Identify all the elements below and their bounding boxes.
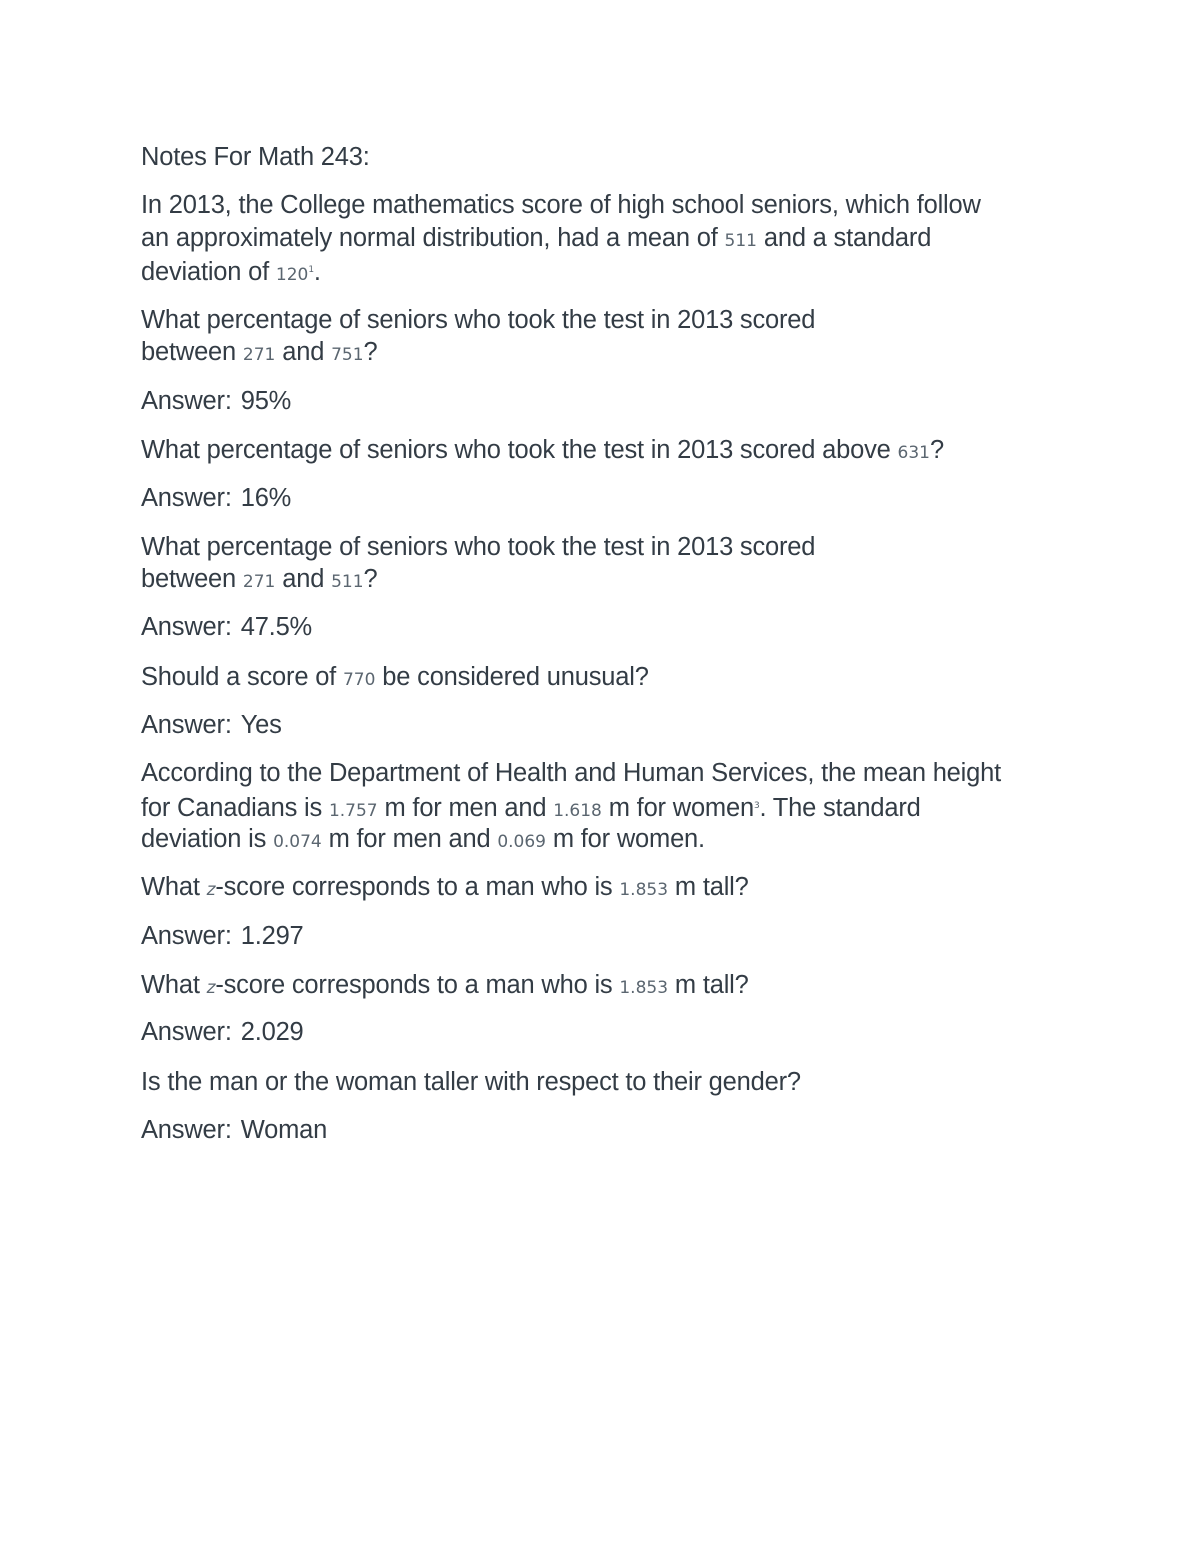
women-sd-value: 0.069 <box>497 832 546 852</box>
height-line-3 <box>141 823 705 858</box>
question-text: What percentage of seniors who took the test in 2013 scored <box>141 533 816 561</box>
question-text: m tall? <box>668 873 749 901</box>
footnote-marker: 3 <box>753 801 760 811</box>
mean-value: 511 <box>724 231 757 251</box>
question-text: m tall? <box>668 971 749 999</box>
answer-value: 1.297 <box>240 922 304 950</box>
question-2 <box>141 434 944 469</box>
answer-4 <box>141 709 282 741</box>
threshold-value: 631 <box>897 443 930 463</box>
question-text: What <box>141 873 207 901</box>
question-5 <box>141 871 749 906</box>
intro-line-1 <box>141 189 981 221</box>
height-line-2 <box>141 790 921 827</box>
answer-label: Answer: <box>141 484 232 512</box>
answer-value: 47.5% <box>240 613 313 641</box>
height-line-1 <box>141 757 1001 789</box>
question-text: Should a score of <box>141 663 343 691</box>
answer-value: 16% <box>240 484 292 512</box>
z-variable: z <box>206 880 216 900</box>
footnote-marker: 1 <box>308 265 314 275</box>
question-text: ? <box>363 565 378 593</box>
question-text: What percentage of seniors who took the test in 2013 scored above <box>141 436 898 464</box>
intro-line-2 <box>141 222 931 257</box>
intro-line-3 <box>141 254 321 291</box>
height-value: 1.853 <box>619 880 669 900</box>
question-7 <box>141 1066 801 1098</box>
answer-value: 2.029 <box>240 1018 304 1046</box>
question-1-line-1 <box>141 304 815 336</box>
z-variable: z <box>206 978 216 998</box>
answer-3 <box>141 611 312 643</box>
range-high: 751 <box>331 345 364 365</box>
paragraph-text: m for women. <box>545 825 705 853</box>
question-4 <box>141 661 649 696</box>
height-value: 1.853 <box>619 978 669 998</box>
paragraph-text: m for men and <box>321 825 498 853</box>
answer-7 <box>141 1114 327 1146</box>
question-1-line-2 <box>141 336 378 371</box>
paragraph-text: According to the Department of Health and Human Services, the mean height <box>141 759 1001 787</box>
question-3-line-1 <box>141 531 815 563</box>
answer-label: Answer: <box>141 613 232 641</box>
question-text: -score corresponds to a man who is <box>215 873 620 901</box>
answer-label: Answer: <box>141 922 232 950</box>
intro-text: an approximately normal distribution, had a mean of <box>141 224 725 252</box>
paragraph-text: deviation is <box>141 825 274 853</box>
range-high: 511 <box>331 572 364 592</box>
answer-label: Answer: <box>141 1018 232 1046</box>
question-text: between <box>141 338 243 366</box>
intro-text: and a standard <box>756 224 932 252</box>
paragraph-text: m for men and <box>377 794 554 822</box>
answer-6 <box>141 1016 304 1048</box>
answer-value: 95% <box>240 387 292 415</box>
range-low: 271 <box>242 572 276 592</box>
paragraph-text: . The standard <box>759 794 921 822</box>
men-sd-value: 0.074 <box>273 832 322 852</box>
question-text: -score corresponds to a man who is <box>215 971 620 999</box>
question-3-line-2 <box>141 563 378 598</box>
page-title <box>141 141 370 173</box>
range-low: 271 <box>242 345 276 365</box>
question-text: ? <box>363 338 378 366</box>
question-text: ? <box>929 436 944 464</box>
answer-1 <box>141 385 291 417</box>
question-6 <box>141 969 749 1004</box>
question-text: and <box>275 338 332 366</box>
women-mean-value: 1.618 <box>553 801 602 821</box>
question-text: What percentage of seniors who took the test in 2013 scored <box>141 306 816 334</box>
answer-value: Yes <box>240 711 282 739</box>
answer-label: Answer: <box>141 387 232 415</box>
men-mean-value: 1.757 <box>328 801 378 821</box>
title-text: Notes For Math 243: <box>141 143 370 171</box>
paragraph-text: for Canadians is <box>141 794 329 822</box>
score-value: 770 <box>342 670 376 690</box>
answer-5 <box>141 920 304 952</box>
question-text: between <box>141 565 243 593</box>
question-text: Is the man or the woman taller with respect to their gender? <box>141 1068 801 1096</box>
question-text: and <box>275 565 332 593</box>
intro-text: In 2013, the College mathematics score of high school seniors, which follow <box>141 191 981 219</box>
question-text: What <box>141 971 207 999</box>
paragraph-text: m for women <box>601 794 754 822</box>
answer-value: Woman <box>240 1116 328 1144</box>
sd-value: 120 <box>275 265 309 285</box>
answer-2 <box>141 482 291 514</box>
intro-text: deviation of <box>141 258 276 286</box>
answer-label: Answer: <box>141 1116 232 1144</box>
question-text: be considered unusual? <box>375 663 649 691</box>
answer-label: Answer: <box>141 711 232 739</box>
intro-text: . <box>313 258 321 286</box>
